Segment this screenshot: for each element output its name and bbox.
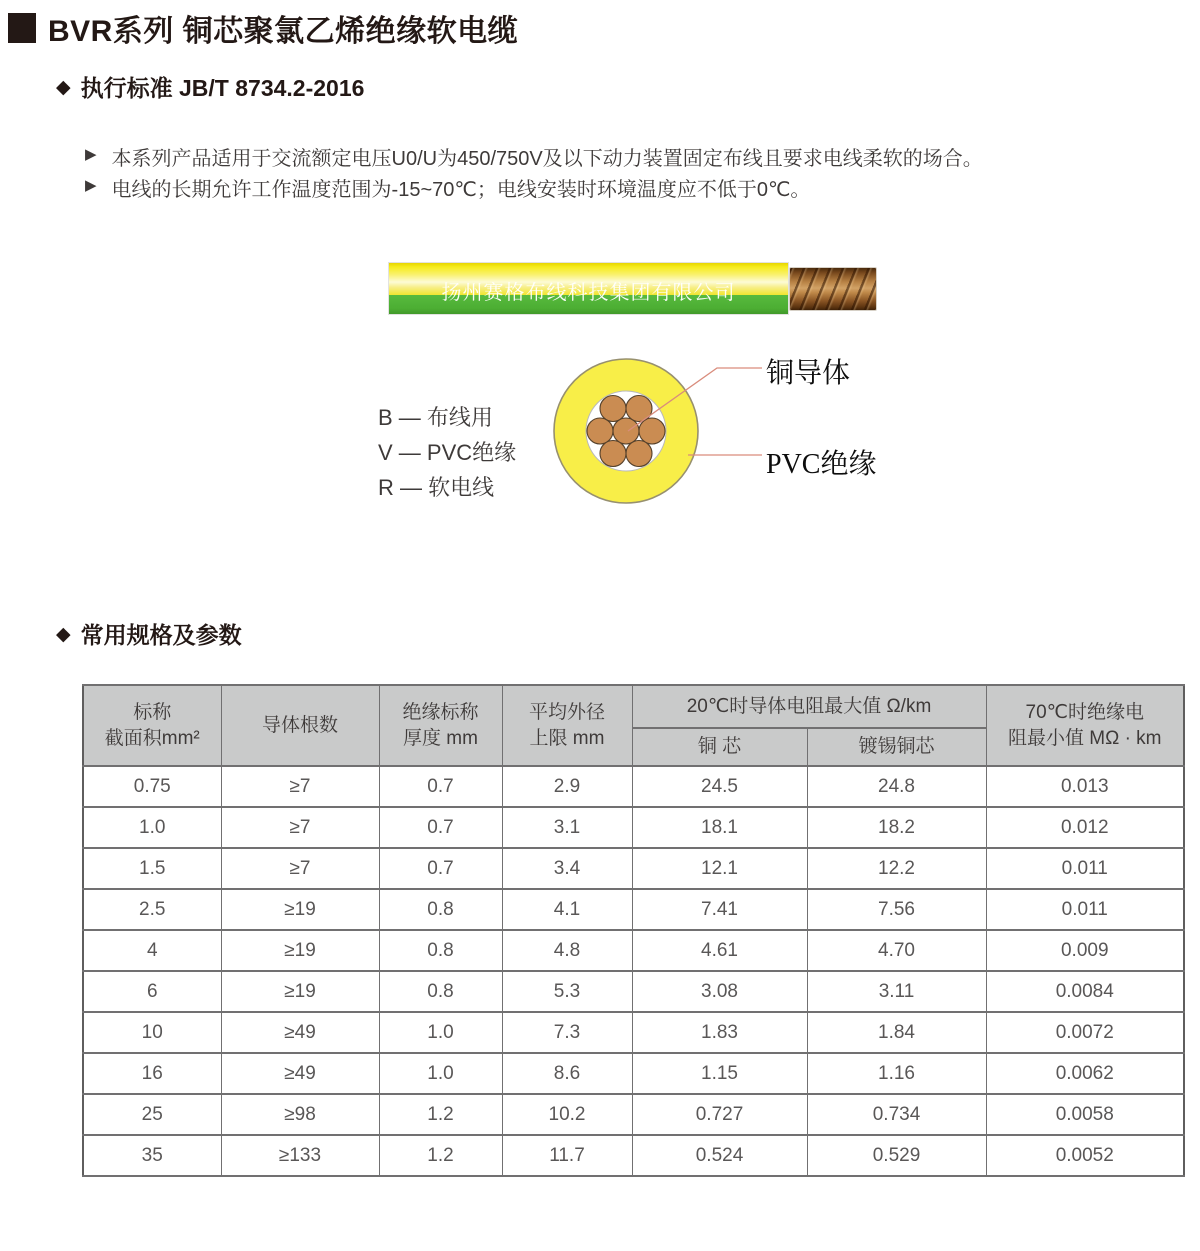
table-row	[83, 807, 1184, 848]
table-cell: 0.0084	[986, 971, 1184, 1012]
table-cell: 1.15	[632, 1053, 807, 1094]
header-line: 阻最小值 MΩ · km	[1007, 727, 1162, 749]
table-cell: 5.3	[502, 971, 632, 1012]
table-cell: 1.2	[379, 1094, 502, 1135]
note-text: 本系列产品适用于交流额定电压U0/U为450/750V及以下动力装置固定布线且要求电线柔软的场合。	[111, 148, 983, 170]
conductor-label: 铜导体	[766, 358, 851, 389]
table-cell: 0.0058	[986, 1094, 1184, 1135]
table-row	[83, 889, 1184, 930]
table-row	[83, 930, 1184, 971]
standard-line	[56, 70, 364, 103]
table-cell: ≥19	[221, 971, 379, 1012]
legend-line-r: R — 软电线	[378, 475, 495, 500]
table-row	[83, 971, 1184, 1012]
table-cell: 7.41	[632, 889, 807, 930]
table-cell: 1.0	[379, 1053, 502, 1094]
spec-table-head	[83, 685, 1184, 766]
header-line: 标称	[133, 701, 172, 723]
table-cell: ≥49	[221, 1053, 379, 1094]
table-cell: 3.11	[807, 971, 986, 1012]
col-header-insulation-thickness	[379, 685, 502, 766]
col-header-tinned-copper-core: 镀锡铜芯	[807, 728, 986, 766]
header-line: 绝缘标称	[402, 701, 479, 723]
table-cell: 7.3	[502, 1012, 632, 1053]
table-cell: 24.8	[807, 766, 986, 807]
table-cell: 0.8	[379, 930, 502, 971]
legend-line-v: V — PVC绝缘	[378, 440, 517, 465]
table-row	[83, 766, 1184, 807]
table-cell: 0.0072	[986, 1012, 1184, 1053]
cable-brand-text: 扬州赛格布线科技集团有限公司	[441, 282, 736, 304]
table-cell: 12.1	[632, 848, 807, 889]
header-line: 厚度 mm	[403, 727, 478, 749]
table-cell: 4.8	[502, 930, 632, 971]
header-line: 上限 mm	[529, 727, 605, 749]
table-cell: 0.727	[632, 1094, 807, 1135]
table-cell: 18.2	[807, 807, 986, 848]
table-cell: ≥19	[221, 889, 379, 930]
table-cell: 1.0	[379, 1012, 502, 1053]
table-row	[83, 1012, 1184, 1053]
standard-text: 执行标准 JB/T 8734.2-2016	[80, 75, 365, 101]
table-cell: 0.734	[807, 1094, 986, 1135]
table-cell: ≥7	[221, 766, 379, 807]
table-cell: 0.529	[807, 1135, 986, 1176]
table-cell: 4.70	[807, 930, 986, 971]
table-cell: 0.013	[986, 766, 1184, 807]
table-cell: 1.83	[632, 1012, 807, 1053]
table-cell: 11.7	[502, 1135, 632, 1176]
table-cell: 1.16	[807, 1053, 986, 1094]
page-title: BVR系列 铜芯聚氯乙烯绝缘软电缆	[48, 15, 519, 48]
note-item	[85, 173, 810, 202]
triangle-bullet-icon: ▶	[85, 146, 97, 163]
table-cell: ≥7	[221, 848, 379, 889]
table-cell: 3.4	[502, 848, 632, 889]
table-cell: 0.009	[986, 930, 1184, 971]
table-cell: 0.0052	[986, 1135, 1184, 1176]
col-header-od-upper	[502, 685, 632, 766]
col-header-copper-core: 铜 芯	[632, 728, 807, 766]
col-header-conductor-count: 导体根数	[221, 685, 379, 766]
specs-section-title-text: 常用规格及参数	[80, 622, 242, 648]
table-cell: 10.2	[502, 1094, 632, 1135]
specs-section-title	[56, 617, 242, 650]
header-line: 平均外径	[528, 701, 605, 723]
table-row	[83, 1094, 1184, 1135]
table-cell: 6	[83, 971, 221, 1012]
spec-table-body	[83, 766, 1184, 1176]
table-cell: 0.7	[379, 848, 502, 889]
black-square-bullet	[8, 13, 36, 43]
diamond-icon: ◆	[56, 77, 71, 98]
spec-table	[82, 684, 1185, 1177]
note-text: 电线的长期允许工作温度范围为-15~70℃；电线安装时环境温度应不低于0℃。	[111, 179, 811, 201]
table-cell: 0.012	[986, 807, 1184, 848]
table-cell: ≥7	[221, 807, 379, 848]
table-cell: 4.1	[502, 889, 632, 930]
table-cell: 24.5	[632, 766, 807, 807]
table-cell: 25	[83, 1094, 221, 1135]
header-line: 截面积mm²	[104, 727, 200, 749]
doc-header	[8, 6, 518, 50]
table-cell: 0.8	[379, 889, 502, 930]
table-cell: 7.56	[807, 889, 986, 930]
table-cell: 1.5	[83, 848, 221, 889]
table-cell: ≥49	[221, 1012, 379, 1053]
table-cell: 4	[83, 930, 221, 971]
table-cell: 4.61	[632, 930, 807, 971]
table-cell: 0.7	[379, 766, 502, 807]
table-cell: 3.1	[502, 807, 632, 848]
table-cell: 0.524	[632, 1135, 807, 1176]
table-cell: 0.75	[83, 766, 221, 807]
table-cell: 18.1	[632, 807, 807, 848]
cable-figure	[0, 240, 1200, 540]
table-cell: ≥133	[221, 1135, 379, 1176]
table-cell: 8.6	[502, 1053, 632, 1094]
table-cell: 1.84	[807, 1012, 986, 1053]
col-header-nominal-area	[83, 685, 221, 766]
table-cell: 10	[83, 1012, 221, 1053]
col-header-resistance-20c-group: 20℃时导体电阻最大值 Ω/km	[632, 685, 986, 728]
table-row	[83, 848, 1184, 889]
table-cell: 0.8	[379, 971, 502, 1012]
table-cell: 0.011	[986, 848, 1184, 889]
legend-line-b: B — 布线用	[378, 405, 493, 430]
table-cell: 1.2	[379, 1135, 502, 1176]
triangle-bullet-icon: ▶	[85, 177, 97, 194]
diamond-icon: ◆	[56, 624, 71, 645]
table-cell: 0.0062	[986, 1053, 1184, 1094]
table-cell: 3.08	[632, 971, 807, 1012]
col-header-insulation-resistance-70c	[986, 685, 1184, 766]
table-cell: 0.7	[379, 807, 502, 848]
table-cell: 35	[83, 1135, 221, 1176]
table-cell: 12.2	[807, 848, 986, 889]
header-line: 70℃时绝缘电	[1025, 701, 1144, 723]
table-cell: 2.5	[83, 889, 221, 930]
table-cell: 2.9	[502, 766, 632, 807]
table-cell: ≥19	[221, 930, 379, 971]
table-row	[83, 1135, 1184, 1176]
table-cell: ≥98	[221, 1094, 379, 1135]
insulation-label: PVC绝缘	[766, 449, 877, 480]
note-item	[85, 142, 983, 171]
table-cell: 1.0	[83, 807, 221, 848]
table-row	[83, 1053, 1184, 1094]
table-cell: 16	[83, 1053, 221, 1094]
table-cell: 0.011	[986, 889, 1184, 930]
